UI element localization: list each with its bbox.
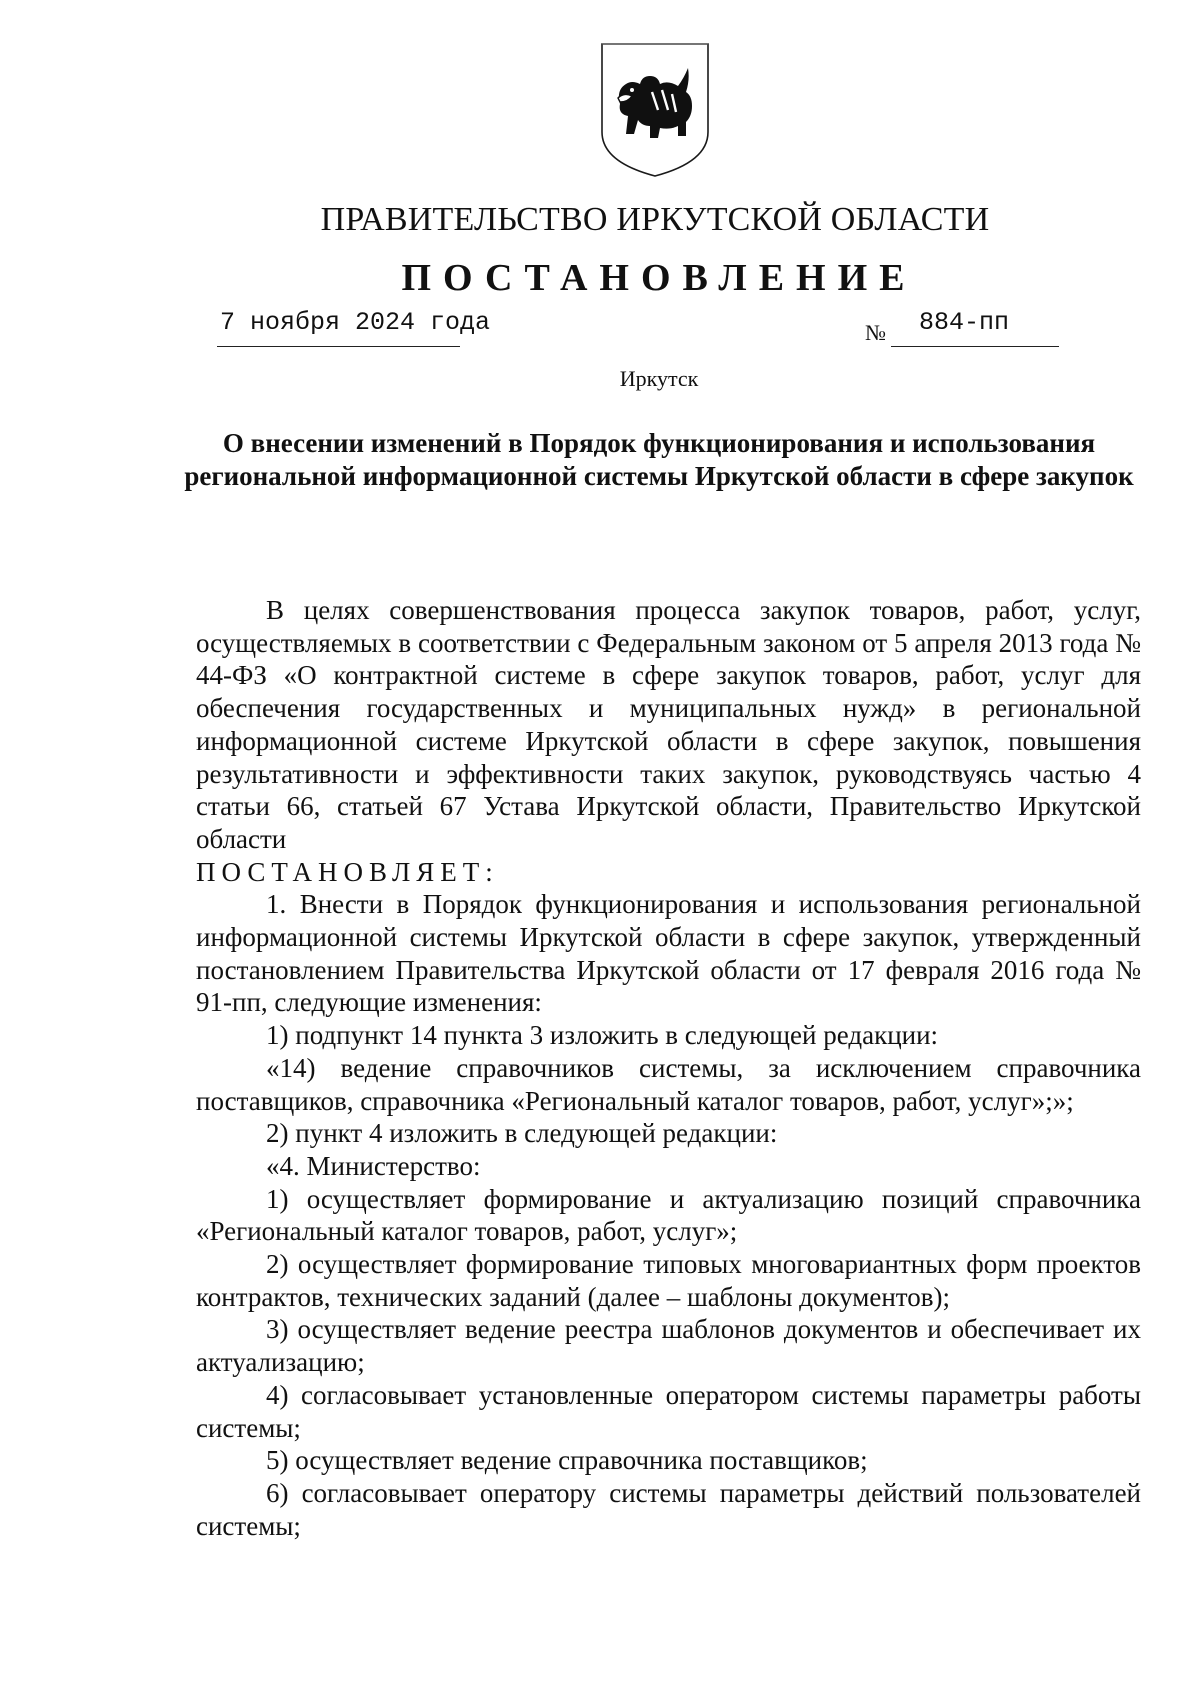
government-title: ПРАВИТЕЛЬСТВО ИРКУТСКОЙ ОБЛАСТИ — [320, 201, 990, 238]
document-number: 884-пп — [919, 308, 1010, 337]
document-date: 7 ноября 2024 года — [220, 308, 491, 337]
document-number-field — [891, 306, 1059, 347]
number-sign: № — [865, 320, 886, 345]
document-body — [196, 594, 1141, 1542]
body-paragraph: «4. Министерство: — [266, 1150, 481, 1181]
body-paragraph: 6) согласовывает оператору системы параметры действий пользователей системы; — [196, 1477, 1141, 1541]
body-paragraph: 1) подпункт 14 пункта 3 изложить в следующей редакции: — [266, 1020, 939, 1051]
body-paragraph: 4) согласовывает установленные оператором системы параметры работы системы; — [196, 1379, 1141, 1443]
preamble-paragraph: В целях совершенствования процесса закупок товаров, работ, услуг, осуществляемых в соответствии с Федеральным законом от 5 апреля 2013 года № 44-ФЗ «О контрактной системе в сфере закупок товаров, работ, услуг для обеспечения государственных и муниципальных нужд» в региональной информационной системе Иркутской области в сфере закупок, повышения результативности и эффективности таких закупок, руководствуясь частью 4 статьи 66, статьей 67 Устава Иркутской области, Правительство Иркутской области — [196, 595, 1141, 854]
body-paragraph: 5) осуществляет ведение справочника поставщиков; — [266, 1445, 868, 1476]
document-date-field — [217, 306, 491, 347]
document-type-title: ПОСТАНОВЛЕНИЕ — [401, 257, 917, 299]
body-paragraph: 2) пункт 4 изложить в следующей редакции: — [266, 1118, 778, 1149]
document-subject: О внесении изменений в Порядок функционирования и использования региональной информационной системы Иркутской области в сфере закупок — [184, 428, 1134, 491]
body-paragraph: 1) осуществляет формирование и актуализацию позиций справочника «Региональный каталог товаров, работ, услуг»; — [196, 1183, 1141, 1247]
body-paragraph: «14) ведение справочников системы, за исключением справочника поставщиков, справочника «Региональный каталог товаров, работ, услуг»;»; — [196, 1052, 1141, 1116]
irkutsk-coat-of-arms-icon — [598, 40, 712, 180]
document-city: Иркутск — [619, 366, 699, 391]
body-paragraph: 3) осуществляет ведение реестра шаблонов документов и обеспечивает их актуализацию; — [196, 1314, 1141, 1378]
resolves-heading: ПОСТАНОВЛЯЕТ: — [196, 856, 499, 887]
body-paragraph: 2) осуществляет формирование типовых многовариантных форм проектов контрактов, технических заданий (далее – шаблоны документов); — [196, 1249, 1141, 1312]
body-paragraph: 1. Внести в Порядок функционирования и использования региональной информационной системы Иркутской области в сфере закупок, утвержденный постановлением Правительства Иркутской области от 17 февраля 2016 года № 91-пп, следующие изменения: — [196, 889, 1141, 1018]
